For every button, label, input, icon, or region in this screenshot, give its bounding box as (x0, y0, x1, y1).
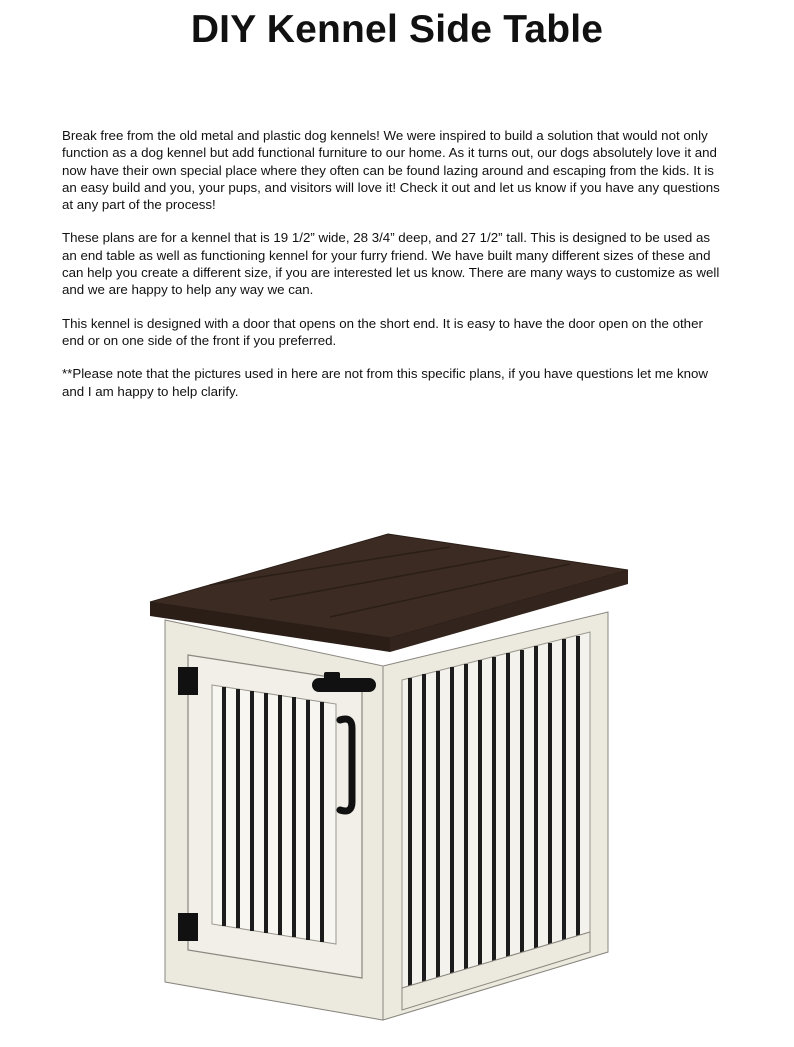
dimensions-paragraph: These plans are for a kennel that is 19 1/2” wide, 28 3/4” deep, and 27 1/2” tall. This is designed to be used as an end table as well as functioning kennel for your furry friend. We have built many different sizes of these and can help you create a different size, if you are interested let us know. There are many ways to customize as well and we are happy to help any way we can. (62, 230, 720, 298)
kennel-illustration (140, 520, 640, 1035)
page-title: DIY Kennel Side Table (190, 8, 604, 51)
door-paragraph: This kennel is designed with a door that opens on the short end. It is easy to have the door open on the other end or on one side of the front if you preferred. (62, 315, 703, 348)
door-opening (212, 685, 336, 944)
intro-paragraph: Break free from the old metal and plastic dog kennels! We were inspired to build a solution that would not only function as a dog kennel but add functional furniture to our home. As it turns out, our dogs absolutely love it and now have their own special place where they often can be found lazing around and escaping from the kids. It is an easy build and you, your pups, and visitors will love it! Check it out and let us know if you have any questions at any part of the process! (62, 128, 720, 213)
document-body (62, 127, 722, 416)
note-paragraph: **Please note that the pictures used in here are not from this specific plans, if you have questions let me know and I am happy to help clarify. (62, 366, 708, 399)
